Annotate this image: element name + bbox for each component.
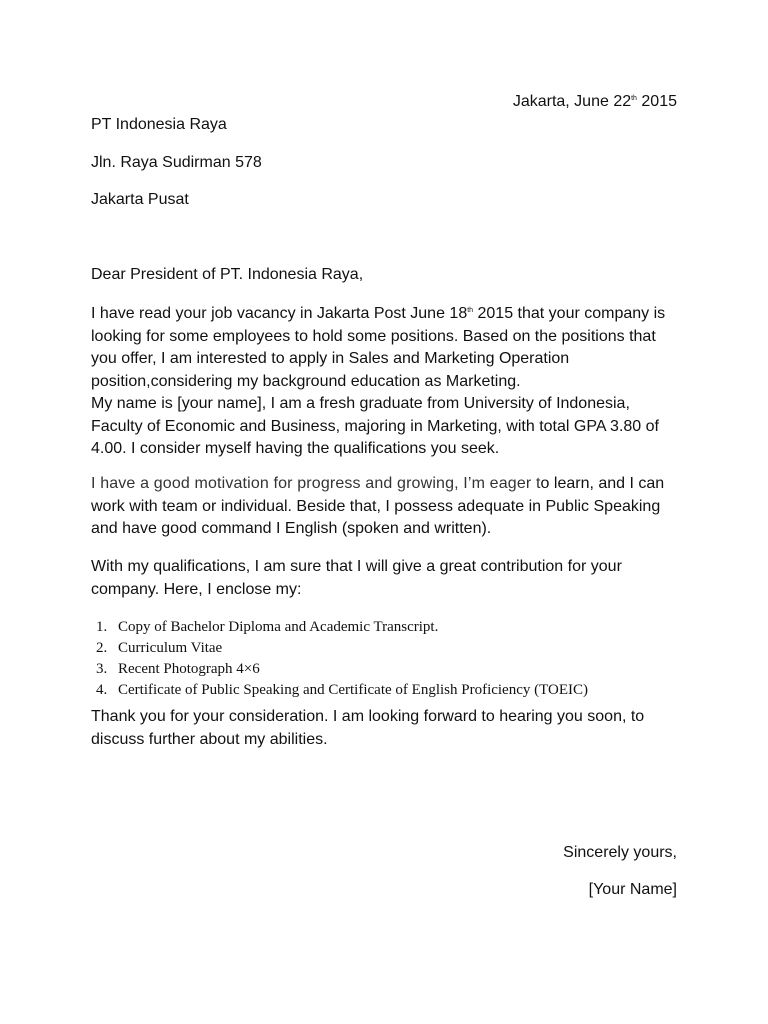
enclosure-number: 2.: [96, 640, 108, 656]
paragraph-1-ordinal-suffix: th: [467, 307, 474, 314]
paragraph-3-lead: I have a good motivation for progress and growing, I’m eager t: [91, 475, 541, 492]
enclosure-text: Recent Photograph 4×6: [118, 661, 260, 677]
enclosure-item: [91, 638, 588, 659]
signature-name: [Your Name]: [588, 881, 677, 898]
enclosure-text: Curriculum Vitae: [118, 640, 223, 656]
paragraph-qualifications: With my qualifications, I am sure that I will give a great contribution for your company. Here, I enclose my:: [91, 558, 622, 598]
recipient-street: Jln. Raya Sudirman 578: [91, 154, 262, 171]
enclosure-text: Certificate of Public Speaking and Certificate of English Proficiency (TOEIC): [118, 682, 589, 698]
closing-paragraph: Thank you for your consideration. I am looking forward to hearing you soon, to discuss further about my abilities.: [91, 708, 645, 748]
enclosure-item: [91, 659, 588, 680]
enclosure-item: [91, 680, 588, 701]
salutation: Dear President of PT. Indonesia Raya,: [91, 266, 364, 283]
enclosure-item: [91, 617, 588, 638]
enclosure-list: [91, 617, 588, 701]
paragraph-job-vacancy: [91, 303, 681, 393]
paragraph-introduction: My name is [your name], I am a fresh graduate from University of Indonesia, Faculty of Economic and Business, majoring in Marketing, with total GPA 3.80 of 4.00. I consider myself having the qualifications you seek.: [91, 395, 659, 457]
paragraph-motivation: [91, 473, 681, 541]
recipient-city: Jakarta Pusat: [91, 191, 189, 208]
enclosure-text: Copy of Bachelor Diploma and Academic Transcript.: [118, 619, 439, 635]
date-text: Jakarta, June 22: [512, 93, 632, 110]
valediction: Sincerely yours,: [563, 844, 677, 861]
body-paragraphs-1-2: [91, 303, 681, 461]
paragraph-1-text-a: I have read your job vacancy in Jakarta Post June 18: [91, 305, 468, 322]
paragraph-3-rest: o learn, and I can work with team or individual. Beside that, I possess adequate in Public Speaking and have good command I English (spoken and written).: [91, 475, 665, 537]
date-ordinal-suffix: th: [631, 95, 637, 102]
letter-date: [513, 91, 677, 114]
paragraph-1-text-b: 2015 that your company is looking for some employees to hold some positions. Based on the positions that you offer, I am interested to apply in Sales and Marketing Operation position,considering my background education as Marketing.: [91, 305, 666, 390]
date-year: 2015: [636, 93, 677, 110]
enclosure-number: 4.: [96, 682, 108, 698]
recipient-company: PT Indonesia Raya: [91, 116, 227, 133]
enclosure-number: 1.: [96, 619, 108, 635]
enclosure-number: 3.: [96, 661, 108, 677]
